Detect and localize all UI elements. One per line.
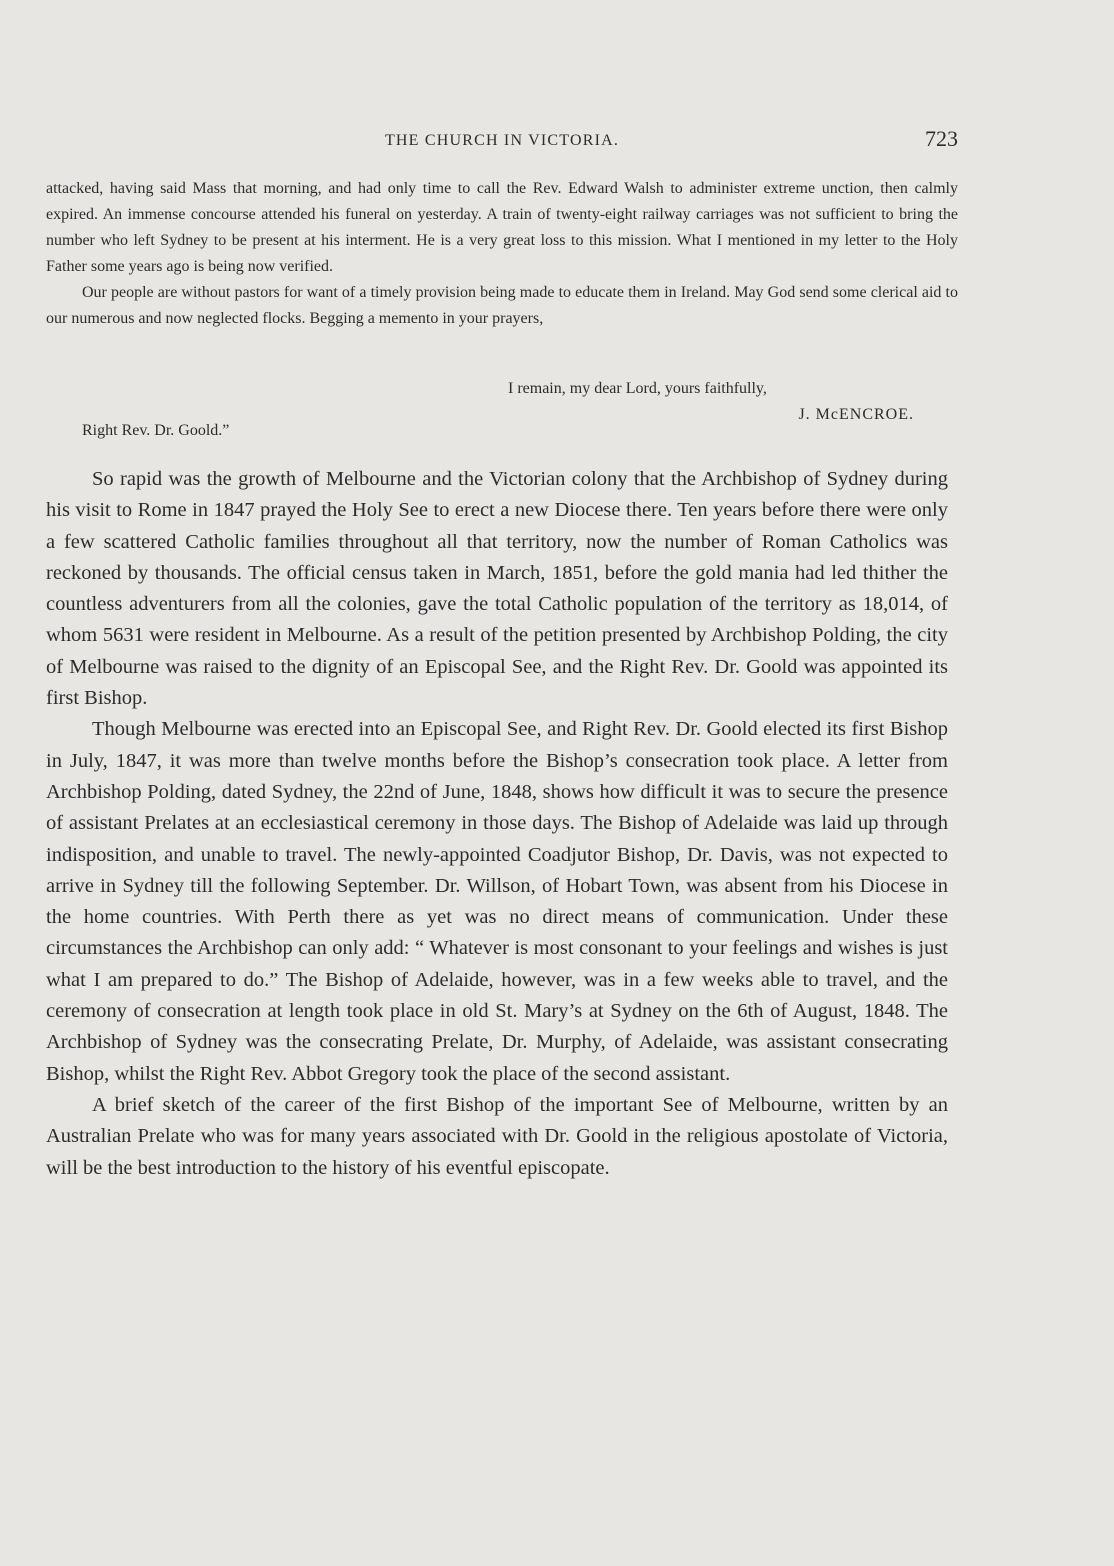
body-paragraph: A brief sketch of the career of the first Bishop of the important See of Melbourne, written by an Australian Prelate who was for many years associated with Dr. Goold in the religious apostolate of Victoria, will be the best introduction to the history of his eventful episcopate.	[46, 1093, 948, 1179]
quoted-letter	[46, 176, 958, 332]
letter-paragraph: Our people are without pastors for want of a timely provision being made to educate them in Ireland. May God send some clerical aid to our numerous and now neglected flocks. Begging a memento in your prayers,	[46, 284, 958, 327]
letter-paragraph: attacked, having said Mass that morning, and had only time to call the Rev. Edward Walsh to administer extreme unction, then calmly expired. An immense concourse attended his funeral on yesterday. A train of twenty-eight railway carriages was not sufficient to bring the number who left Sydney to be present at his interment. He is a very great loss to this mission. What I mentioned in my letter to the Holy Father some years ago is being now verified.	[46, 180, 958, 275]
body-paragraph: So rapid was the growth of Melbourne and the Victorian colony that the Archbishop of Sydney during his visit to Rome in 1847 prayed the Holy See to erect a new Diocese there. Ten years before there were only a few scattered Catholic families throughout all that territory, now the number of Roman Catholics was reckoned by thousands. The official census taken in March, 1851, before the gold mania had led thither the countless adventurers from all the colonies, gave the total Catholic population of the territory as 18,014, of whom 5631 were resident in Melbourne. As a result of the petition presented by Archbishop Polding, the city of Melbourne was raised to the dignity of an Episcopal See, and the Right Rev. Dr. Goold was appointed its first Bishop.	[46, 468, 948, 710]
running-title: THE CHURCH IN VICTORIA.	[384, 132, 620, 149]
page-number: 723	[925, 126, 958, 151]
body-paragraph: Though Melbourne was erected into an Episcopal See, and Right Rev. Dr. Goold elected its first Bishop in July, 1847, it was more than twelve months before the Bishop’s consecration took place. A letter from Archbishop Polding, dated Sydney, the 22nd of June, 1848, shows how difficult it was to secure the presence of assistant Prelates at an ecclesiastical ceremony in those days. The Bishop of Adelaide was laid up through indisposition, and unable to travel. The newly-appointed Coadjutor Bishop, Dr. Davis, was not expected to arrive in Sydney till the following September. Dr. Willson, of Hobart Town, was absent from his Diocese in the home countries. With Perth there as yet was no direct means of communication. Under these circumstances the Archbishop can only add: “ Whatever is most consonant to your feelings and wishes is just what I am prepared to do.” The Bishop of Adelaide, however, was in a few weeks able to travel, and the ceremony of consecration at length took place in old St. Mary’s at Sydney on the 6th of August, 1848. The Archbishop of Sydney was the consecrating Prelate, Dr. Murphy, of Adelaide, was assistant consecrating Bishop, whilst the Right Rev. Abbot Gregory took the place of the second assistant.	[46, 718, 948, 1085]
main-text	[46, 464, 948, 1184]
letter-addressee: Right Rev. Dr. Goold.”	[82, 422, 230, 439]
letter-signature: J. McENCROE.	[798, 406, 914, 423]
letter-valediction: I remain, my dear Lord, yours faithfully,	[508, 380, 767, 397]
running-header	[46, 128, 958, 158]
